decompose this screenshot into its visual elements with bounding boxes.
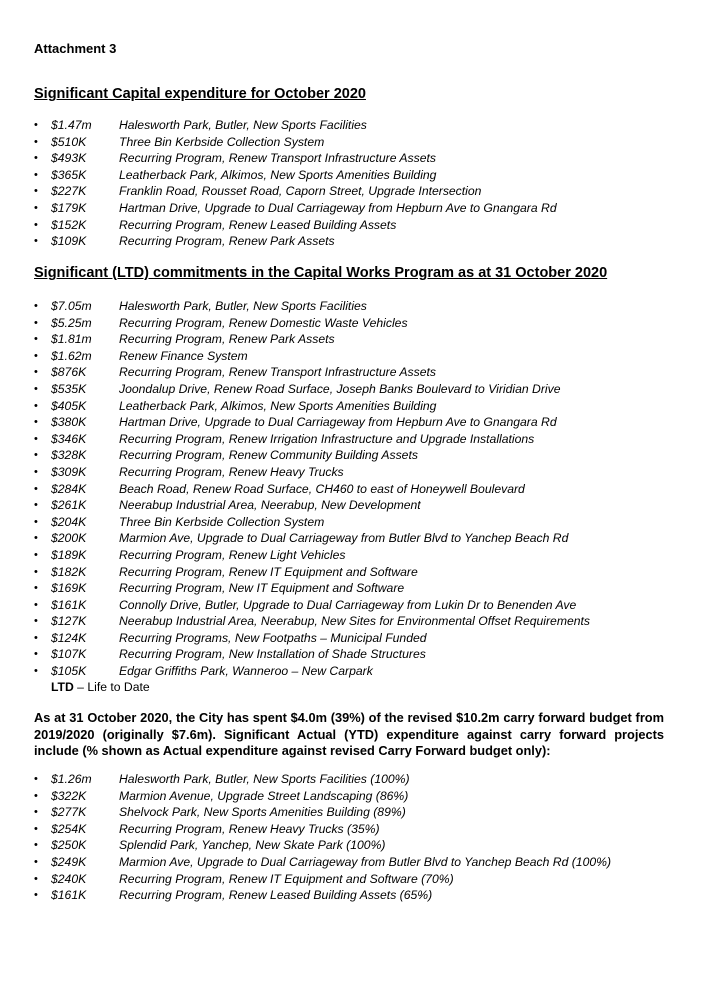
ltd-definition: – Life to Date — [73, 680, 150, 694]
bullet-icon: • — [34, 499, 38, 512]
item-amount: $284K — [51, 481, 87, 496]
item-description: Marmion Avenue, Upgrade Street Landscaping (86%) — [119, 788, 409, 803]
item-description: Halesworth Park, Butler, New Sports Facilities — [119, 299, 367, 313]
ltd-abbreviation: LTD — [51, 680, 74, 694]
bullet-icon: • — [34, 615, 38, 628]
bullet-icon: • — [34, 432, 38, 445]
item-amount: $261K — [51, 498, 87, 513]
item-description: Recurring Program, Renew Heavy Trucks (35%) — [119, 821, 380, 836]
item-description: Hartman Drive, Upgrade to Dual Carriageway from Hepburn Ave to Gnangara Rd — [119, 200, 557, 215]
item-description: Recurring Program, Renew Irrigation Infrastructure and Upgrade Installations — [119, 431, 535, 446]
bullet-icon: • — [34, 465, 38, 478]
item-amount: $322K — [51, 788, 87, 803]
item-amount: $1.26m — [51, 772, 92, 786]
item-description: Edgar Griffiths Park, Wanneroo – New Carpark — [119, 664, 373, 679]
item-amount: $1.81m — [51, 332, 92, 347]
item-description: Connolly Drive, Butler, Upgrade to Dual Carriageway from Lukin Dr to Benenden Ave — [119, 597, 577, 612]
bullet-icon: • — [34, 565, 38, 578]
bullet-icon: • — [34, 631, 38, 644]
item-amount: $510K — [51, 134, 87, 149]
item-description: Three Bin Kerbside Collection System — [119, 514, 325, 529]
item-description: Recurring Program, Renew Transport Infrastructure Assets — [119, 151, 436, 166]
item-amount: $405K — [51, 398, 87, 413]
bullet-icon: • — [34, 449, 38, 462]
section1-heading: Significant Capital expenditure for October 2020 — [34, 86, 366, 102]
item-description: Recurring Program, Renew Heavy Trucks — [119, 464, 344, 479]
attachment-label: Attachment 3 — [34, 41, 117, 56]
item-amount: $249K — [51, 854, 87, 869]
item-description: Joondalup Drive, Renew Road Surface, Joseph Banks Boulevard to Viridian Drive — [119, 381, 561, 396]
item-amount: $179K — [51, 200, 87, 215]
item-amount: $161K — [51, 888, 87, 903]
item-amount: $127K — [51, 614, 87, 629]
bullet-icon: • — [34, 889, 38, 902]
item-amount: $254K — [51, 821, 87, 836]
bullet-icon: • — [34, 648, 38, 661]
item-description: Beach Road, Renew Road Surface, CH460 to east of Honeywell Boulevard — [119, 481, 525, 496]
item-amount: $182K — [51, 564, 87, 579]
bullet-icon: • — [34, 839, 38, 852]
item-amount: $535K — [51, 381, 87, 396]
item-description: Recurring Program, Renew Community Building Assets — [119, 448, 418, 463]
item-description: Renew Finance System — [119, 348, 248, 363]
item-amount: $346K — [51, 431, 87, 446]
bullet-icon: • — [34, 515, 38, 528]
item-description: Shelvock Park, New Sports Amenities Building (89%) — [119, 805, 406, 820]
item-amount: $200K — [51, 531, 87, 546]
item-description: Marmion Ave, Upgrade to Dual Carriageway from Butler Blvd to Yanchep Beach Rd (100%) — [119, 854, 612, 869]
bullet-icon: • — [34, 872, 38, 885]
bullet-icon: • — [34, 582, 38, 595]
item-amount: $328K — [51, 448, 87, 463]
ltd-footnote — [51, 680, 150, 694]
bullet-icon: • — [34, 416, 38, 429]
item-amount: $380K — [51, 415, 87, 430]
item-amount: $1.62m — [51, 348, 92, 363]
item-amount: $189K — [51, 547, 87, 562]
bullet-icon: • — [34, 349, 38, 362]
bullet-icon: • — [34, 789, 38, 802]
bullet-icon: • — [34, 366, 38, 379]
item-amount: $876K — [51, 365, 87, 380]
bullet-icon: • — [34, 119, 38, 131]
bullet-icon: • — [34, 185, 38, 198]
bullet-icon: • — [34, 218, 38, 231]
item-amount: $109K — [51, 234, 87, 249]
item-amount: $169K — [51, 581, 87, 596]
item-amount: $309K — [51, 464, 87, 479]
item-description: Recurring Program, Renew Park Assets — [119, 234, 335, 249]
item-amount: $250K — [51, 838, 87, 853]
bullet-icon: • — [34, 822, 38, 835]
item-description: Franklin Road, Rousset Road, Caporn Street, Upgrade Intersection — [119, 184, 482, 199]
item-description: Neerabup Industrial Area, Neerabup, New Sites for Environmental Offset Requirements — [119, 614, 591, 629]
item-amount: $227K — [51, 184, 87, 199]
item-description: Three Bin Kerbside Collection System — [119, 134, 325, 149]
item-description: Recurring Program, Renew Transport Infrastructure Assets — [119, 365, 436, 380]
item-amount: $240K — [51, 871, 87, 886]
bullet-icon: • — [34, 333, 38, 346]
bullet-icon: • — [34, 382, 38, 395]
item-description: Recurring Program, Renew IT Equipment and Software — [119, 564, 418, 579]
item-amount: $1.47m — [51, 118, 92, 132]
item-description: Recurring Program, Renew Park Assets — [119, 332, 335, 347]
bullet-icon: • — [34, 855, 38, 868]
bullet-icon: • — [34, 152, 38, 165]
bullet-icon: • — [34, 665, 38, 678]
bullet-icon: • — [34, 806, 38, 819]
bullet-icon: • — [34, 168, 38, 181]
item-amount: $105K — [51, 664, 87, 679]
item-description: Recurring Program, New Installation of Shade Structures — [119, 647, 426, 662]
item-description: Recurring Programs, New Footpaths – Municipal Funded — [119, 630, 427, 645]
bullet-icon: • — [34, 548, 38, 561]
item-description: Neerabup Industrial Area, Neerabup, New Development — [119, 498, 421, 513]
item-description: Halesworth Park, Butler, New Sports Facilities — [119, 118, 367, 132]
item-description: Recurring Program, Renew Light Vehicles — [119, 547, 346, 562]
item-description: Recurring Program, New IT Equipment and Software — [119, 581, 405, 596]
item-description: Leatherback Park, Alkimos, New Sports Amenities Building — [119, 398, 437, 413]
item-amount: $493K — [51, 151, 87, 166]
item-description: Halesworth Park, Butler, New Sports Facilities (100%) — [119, 772, 410, 786]
bullet-icon: • — [34, 532, 38, 545]
item-amount: $7.05m — [51, 299, 92, 313]
item-amount: $204K — [51, 514, 87, 529]
carry-forward-paragraph: As at 31 October 2020, the City has spent $4.0m (39%) of the revised $10.2m carry forward budget from 2019/2020 (originally $7.6m). Significant Actual (YTD) expenditure against carry forward projects include (% shown as Actual expenditure against revised Carry Forward budget only): — [34, 710, 664, 758]
bullet-icon: • — [34, 773, 38, 785]
bullet-icon: • — [34, 399, 38, 412]
bullet-icon: • — [34, 598, 38, 611]
bullet-icon: • — [34, 235, 38, 248]
item-amount: $107K — [51, 647, 87, 662]
item-description: Splendid Park, Yanchep, New Skate Park (100%) — [119, 838, 386, 853]
item-description: Hartman Drive, Upgrade to Dual Carriageway from Hepburn Ave to Gnangara Rd — [119, 415, 557, 430]
item-amount: $161K — [51, 597, 87, 612]
item-amount: $365K — [51, 167, 87, 182]
item-description: Marmion Ave, Upgrade to Dual Carriageway from Butler Blvd to Yanchep Beach Rd — [119, 531, 569, 546]
item-description: Recurring Program, Renew IT Equipment and Software (70%) — [119, 871, 454, 886]
bullet-icon: • — [34, 201, 38, 214]
bullet-icon: • — [34, 482, 38, 495]
item-description: Recurring Program, Renew Domestic Waste Vehicles — [119, 315, 408, 330]
item-amount: $277K — [51, 805, 87, 820]
item-amount: $5.25m — [51, 315, 92, 330]
item-description: Recurring Program, Renew Leased Building Assets (65%) — [119, 888, 433, 903]
item-amount: $152K — [51, 217, 87, 232]
bullet-icon: • — [34, 135, 38, 148]
bullet-icon: • — [34, 300, 38, 312]
bullet-icon: • — [34, 316, 38, 329]
item-description: Recurring Program, Renew Leased Building Assets — [119, 217, 397, 232]
item-description: Leatherback Park, Alkimos, New Sports Amenities Building — [119, 167, 437, 182]
item-amount: $124K — [51, 630, 87, 645]
section2-heading: Significant (LTD) commitments in the Capital Works Program as at 31 October 2020 — [34, 265, 608, 281]
